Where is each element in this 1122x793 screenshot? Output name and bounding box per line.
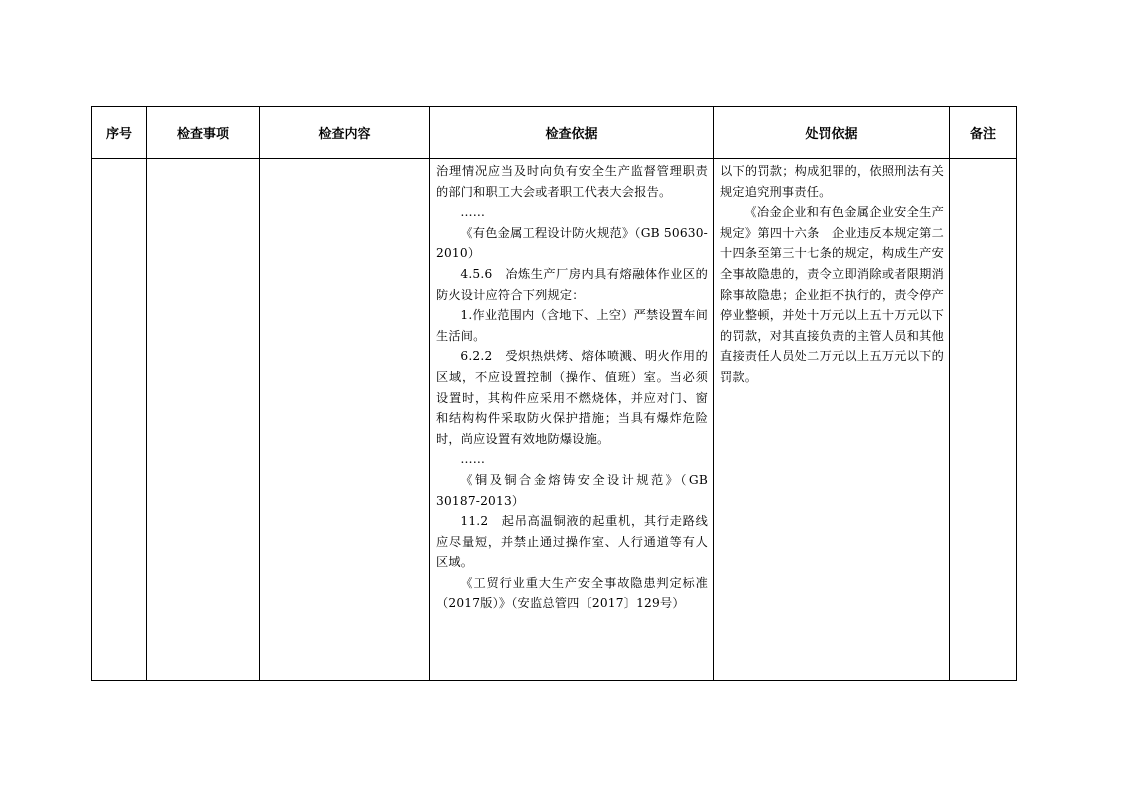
cell-penalty (714, 159, 950, 681)
cell-remark (950, 159, 1017, 681)
basis-paragraph: 1.作业范围内（含地下、上空）严禁设置车间生活间。 (436, 308, 708, 343)
basis-ellipsis: …… (460, 205, 486, 220)
cell-seq (92, 159, 147, 681)
cell-item (147, 159, 260, 681)
table-row (92, 159, 1017, 681)
penalty-paragraph: 《冶金企业和有色金属企业安全生产规定》第四十六条 企业违反本规定第二十四条至第三十七条的规定，构成生产安全事故隐患的，责令立即消除或者限期消除事故隐患；企业拒不执行的，责令停产停业整顿，并处十万元以上五十万元以下的罚款，对其直接负责的主管人员和其他直接责任人员处二万元以上五万元以下的罚款。 (720, 205, 944, 384)
basis-paragraph: 《工贸行业重大生产安全事故隐患判定标准（2017版）》（安监总管四〔2017〕129号） (436, 575, 708, 611)
basis-paragraph: 治理情况应当及时向负有安全生产监督管理职责的部门和职工大会或者职工代表大会报告。 (436, 164, 708, 199)
header-penalty: 处罚依据 (714, 107, 950, 159)
header-remark: 备注 (950, 107, 1017, 159)
cell-basis (430, 159, 714, 681)
header-content: 检查内容 (260, 107, 430, 159)
header-basis: 检查依据 (430, 107, 714, 159)
cell-content (260, 159, 430, 681)
basis-paragraph: 《铜及铜合金熔铸安全设计规范》（GB 30187-2013） (436, 472, 708, 508)
header-seq: 序号 (92, 107, 147, 159)
penalty-paragraph: 以下的罚款；构成犯罪的，依照刑法有关规定追究刑事责任。 (720, 164, 944, 199)
basis-paragraph: 6.2.2 受炽热烘烤、熔体喷溅、明火作用的区域，不应设置控制（操作、值班）室。当必须设置时，其构件应采用不燃烧体，并应对门、窗和结构构件采取防火保护措施；当具有爆炸危险时，尚应设置有效地防爆设施。 (436, 349, 708, 446)
table-header-row (92, 107, 1017, 159)
basis-paragraph: 《有色金属工程设计防火规范》（GB 50630-2010） (436, 225, 708, 261)
header-item: 检查事项 (147, 107, 260, 159)
basis-ellipsis: …… (460, 452, 486, 467)
basis-paragraph: 11.2 起吊高温铜液的起重机，其行走路线应尽量短，并禁止通过操作室、人行通道等有人区域。 (436, 514, 708, 570)
basis-paragraph: 4.5.6 冶炼生产厂房内具有熔融体作业区的防火设计应符合下列规定： (436, 266, 708, 302)
inspection-table (91, 106, 1017, 681)
